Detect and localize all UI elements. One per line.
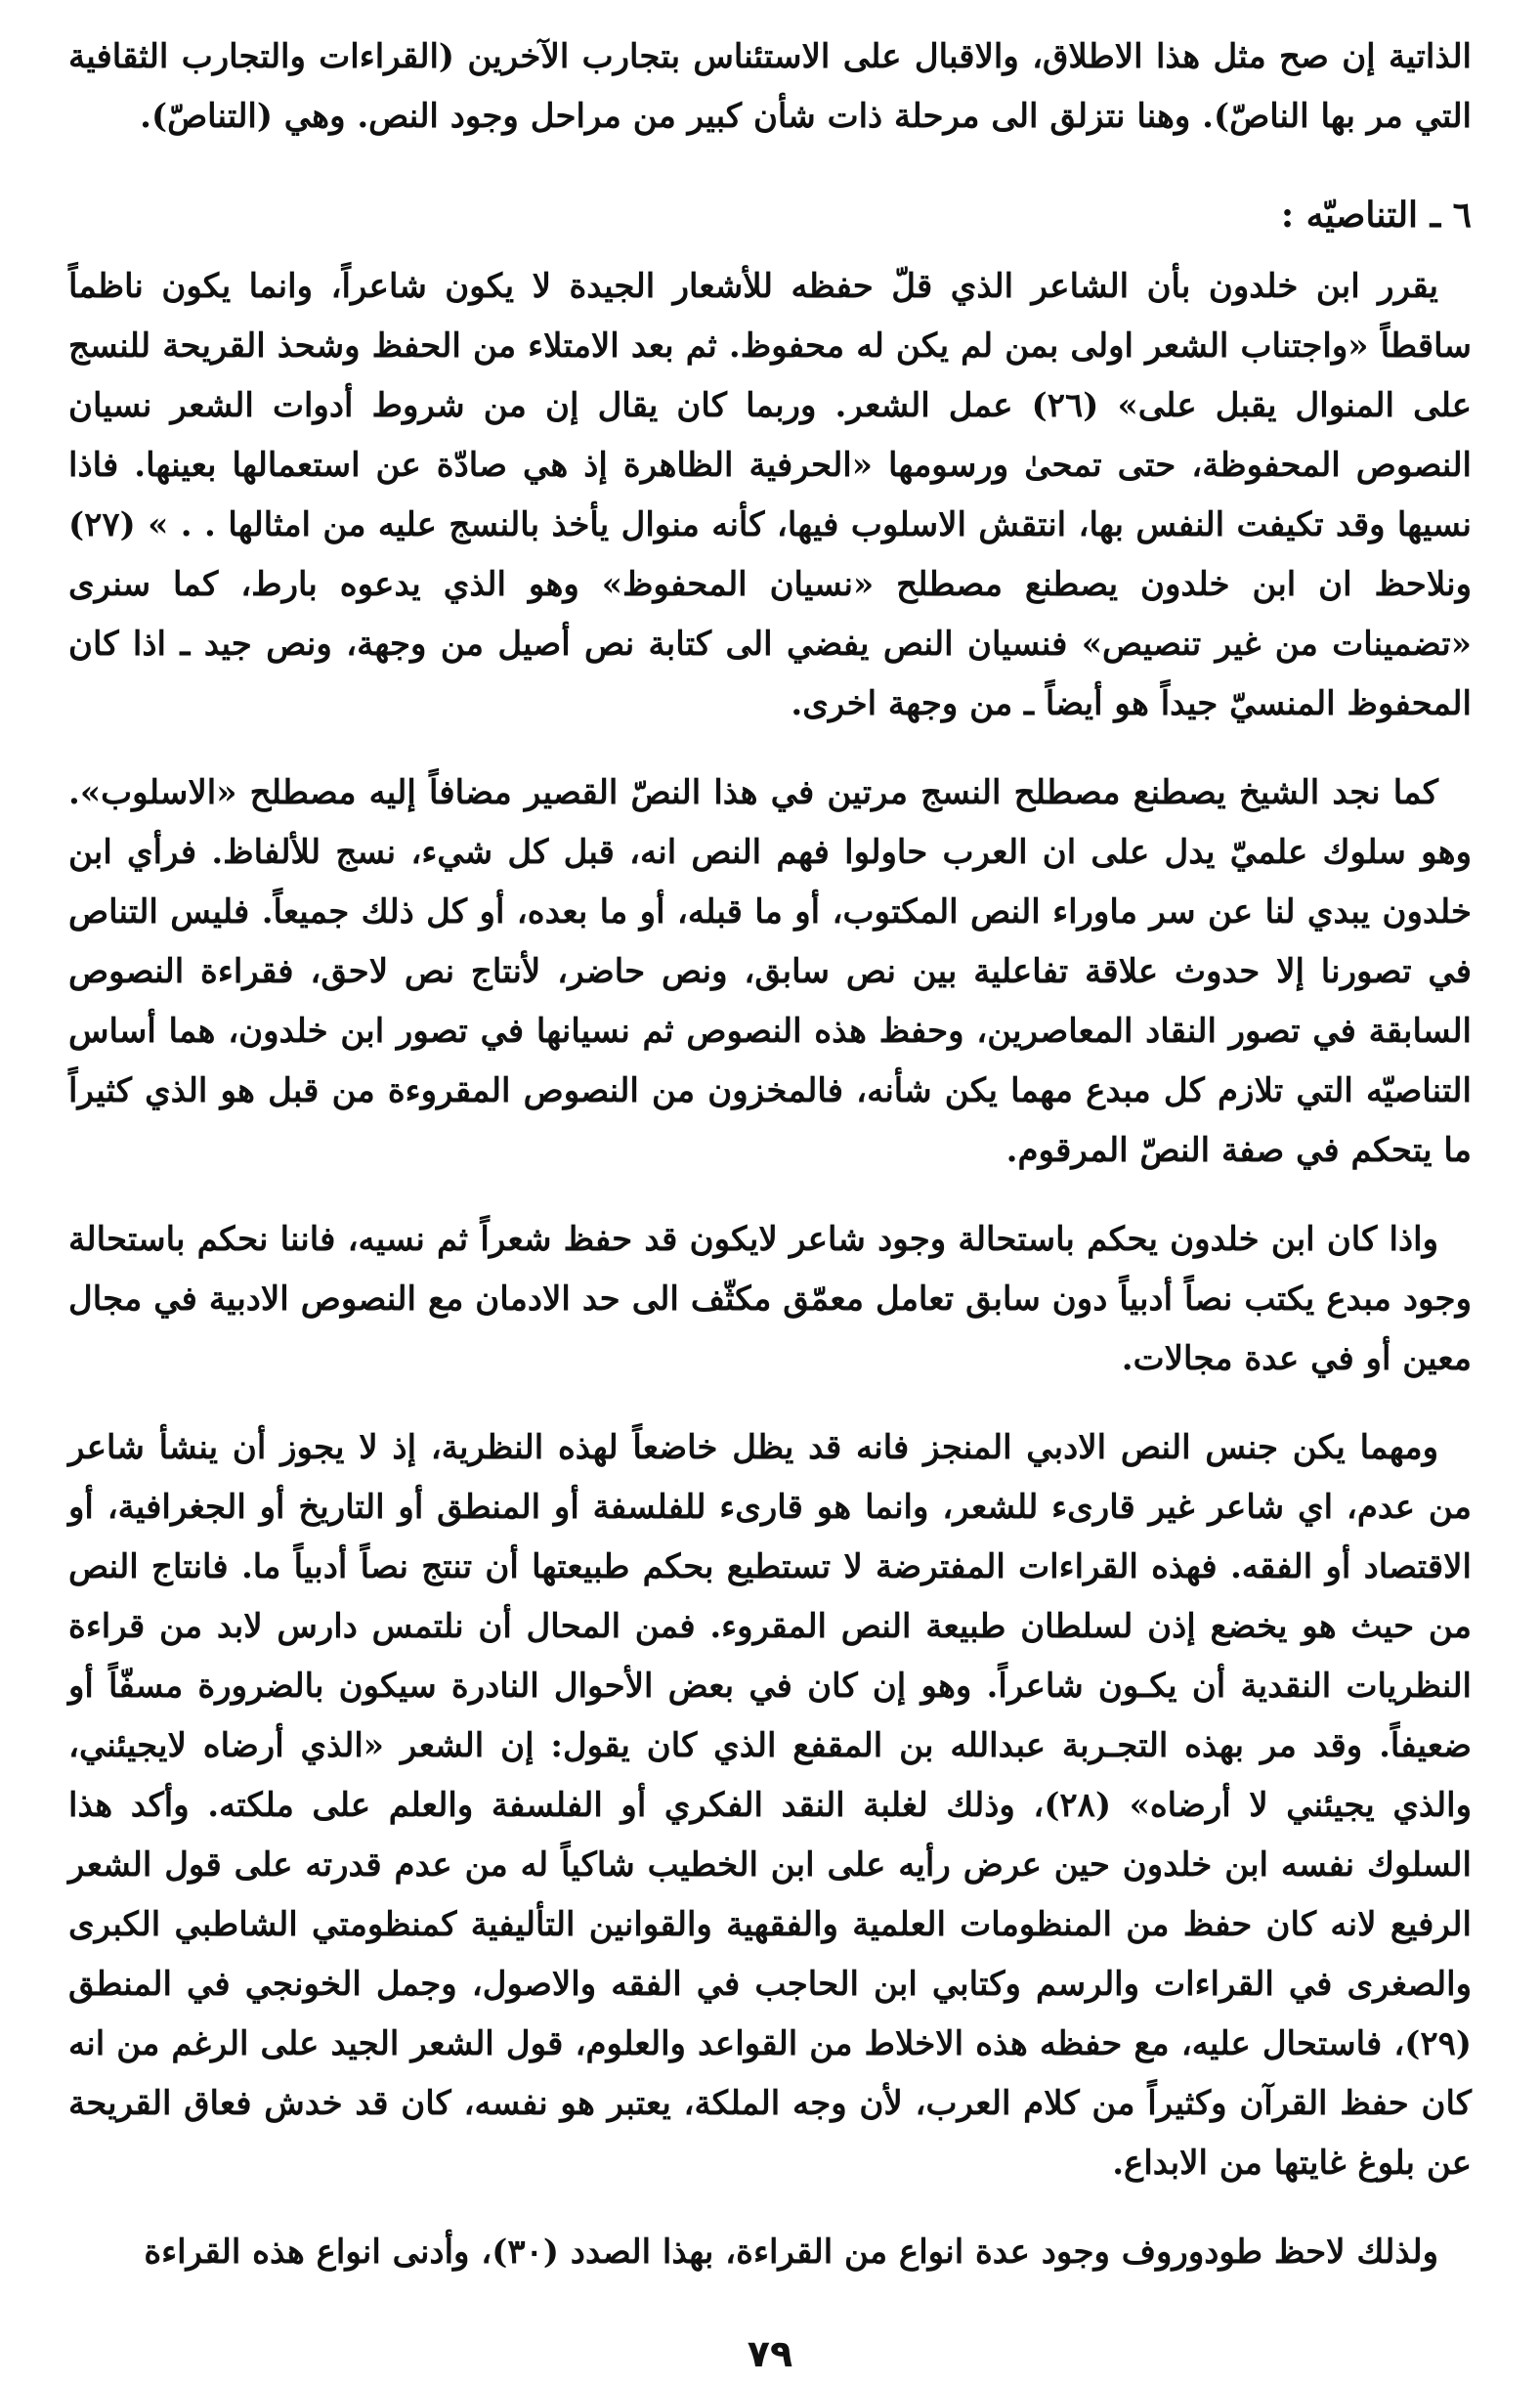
- page-number: ٧٩: [747, 2332, 793, 2375]
- paragraph-weaving: كما نجد الشيخ يصطنع مصطلح النسج مرتين في هذا النصّ القصير مضافاً إليه مصطلح «الاسلوب». وهو سلوك علميّ يدل على ان العرب حاولوا فهم النص انه، قبل كل شيء، نسج للألفاظ. فرأي ابن خلدون يبدي لنا عن سر ماوراء النص المكتوب، أو ما قبله، أو ما بعده، أو كل ذلك جميعاً. فليس التناص في تصورنا إلا حدوث علاقة تفاعلية بين نص سابق، ونص حاضر، لأنتاج نص لاحق، فقراءة النصوص السابقة في تصور النقاد المعاصرين، وحفظ هذه النصوص ثم نسيانها في تصور ابن خلدون، هما أساس التناصيّه التي تلازم كل مبدع مهما يكن شأنه، فالمخزون من النصوص المقروءة من قبل هو الذي كثيراً ما يتحكم في صفة النصّ المرقوم.: [68, 773, 1472, 1170]
- paragraph-ibn-khaldun: يقرر ابن خلدون بأن الشاعر الذي قلّ حفظه للأشعار الجيدة لا يكون شاعراً، وانما يكون ناظماً ساقطاً «واجتناب الشعر اولى بمن لم يكن له محفوظ. ثم بعد الامتلاء من الحفظ وشحذ القريحة للنسج على المنوال يقبل على» (٢٦) عمل الشعر. وربما كان يقال إن من شروط أدوات الشعر نسيان النصوص المحفوظة، حتى تمحىٰ ورسومها «الحرفية الظاهرة إذ هي صادّة عن استعمالها بعينها. فاذا نسيها وقد تكيفت النفس بها، انتقش الاسلوب فيها، كأنه منوال يأخذ بالنسج عليه من امثالها . . » (٢٧) ونلاحظ ان ابن خلدون يصطنع مصطلح «نسيان المحفوظ» وهو الذي يدعوه بارط، كما سنرى «تضمينات من غير تنصيص» فنسيان النص يفضي الى كتابة نص أصيل من وجهة، ونص جيد ـ اذا كان المحفوظ المنسيّ جيداً هو أيضاً ـ من وجهة اخرى.: [68, 267, 1472, 723]
- paragraph-intro: الذاتية إن صح مثل هذا الاطلاق، والاقبال على الاستئناس بتجارب الآخرين (القراءات والتجارب الثقافية التي مر بها الناصّ). وهنا نتزلق الى مرحلة ذات شأن كبير من مراحل وجود النص. وهي (التناصّ).: [68, 37, 1472, 136]
- page-body: [68, 27, 1472, 2334]
- paragraph-impossibility: واذا كان ابن خلدون يحكم باستحالة وجود شاعر لايكون قد حفظ شعراً ثم نسيه، فاننا نحكم باستحالة وجود مبدع يكتب نصاً أدبياً دون سابق تعامل معمّق مكثّف الى حد الادمان مع النصوص الادبية في مجال معين أو في عدة مجالات.: [68, 1220, 1472, 1378]
- section-heading-intertextuality: ٦ ـ التناصيّه :: [1280, 195, 1472, 236]
- paragraph-todorov: ولذلك لاحظ طودوروف وجود عدة انواع من القراءة، بهذا الصدد (٣٠)، وأدنى انواع هذه القراءة: [144, 2233, 1438, 2272]
- paragraph-genre: ومهما يكن جنس النص الادبي المنجز فانه قد يظل خاضعاً لهذه النظرية، إذ لا يجوز أن ينشأ شاعر من عدم، اي شاعر غير قارىء للشعر، وانما هو قارىء للفلسفة أو المنطق أو التاريخ أو الجغرافية، أو الاقتصاد أو الفقه. فهذه القراءات المفترضة لا تستطيع بحكم طبيعتها أن تنتج نصاً أدبياً ما. فانتاج النص من حيث هو يخضع إذن لسلطان طبيعة النص المقروء. فمن المحال أن نلتمس دارس لابد من قراءة النظريات النقدية أن يكـون شاعراً. وهو إن كان في بعض الأحوال النادرة سيكون بالضرورة مسفّاً أو ضعيفاً. وقد مر بهذه التجـربة عبدالله بن المقفع الذي كان يقول: إن الشعر «الذي أرضاه لايجيئني، والذي يجيئني لا أرضاه» (٢٨)، وذلك لغلبة النقد الفكري أو الفلسفة والعلم على ملكته. وأكد هذا السلوك نفسه ابن خلدون حين عرض رأيه على ابن الخطيب شاكياً له من عدم قدرته على قول الشعر الرفيع لانه كان حفظ من المنظومات العلمية والفقهية والقوانين التأليفية كمنظومتي الشاطبي الكبرى والصغرى في القراءات والرسم وكتابي ابن الحاجب في الفقه والاصول، وجمل الخونجي في المنطق (٢٩)، فاستحال عليه، مع حفظه هذه الاخلاط من القواعد والعلوم، قول الشعر الجيد على الرغم من انه كان حفظ القرآن وكثيراً من كلام العرب، لأن وجه الملكة، يعتبر هو نفسه، كان قد خدش فعاق القريحة عن بلوغ غايتها من الابداع.: [68, 1428, 1472, 2183]
